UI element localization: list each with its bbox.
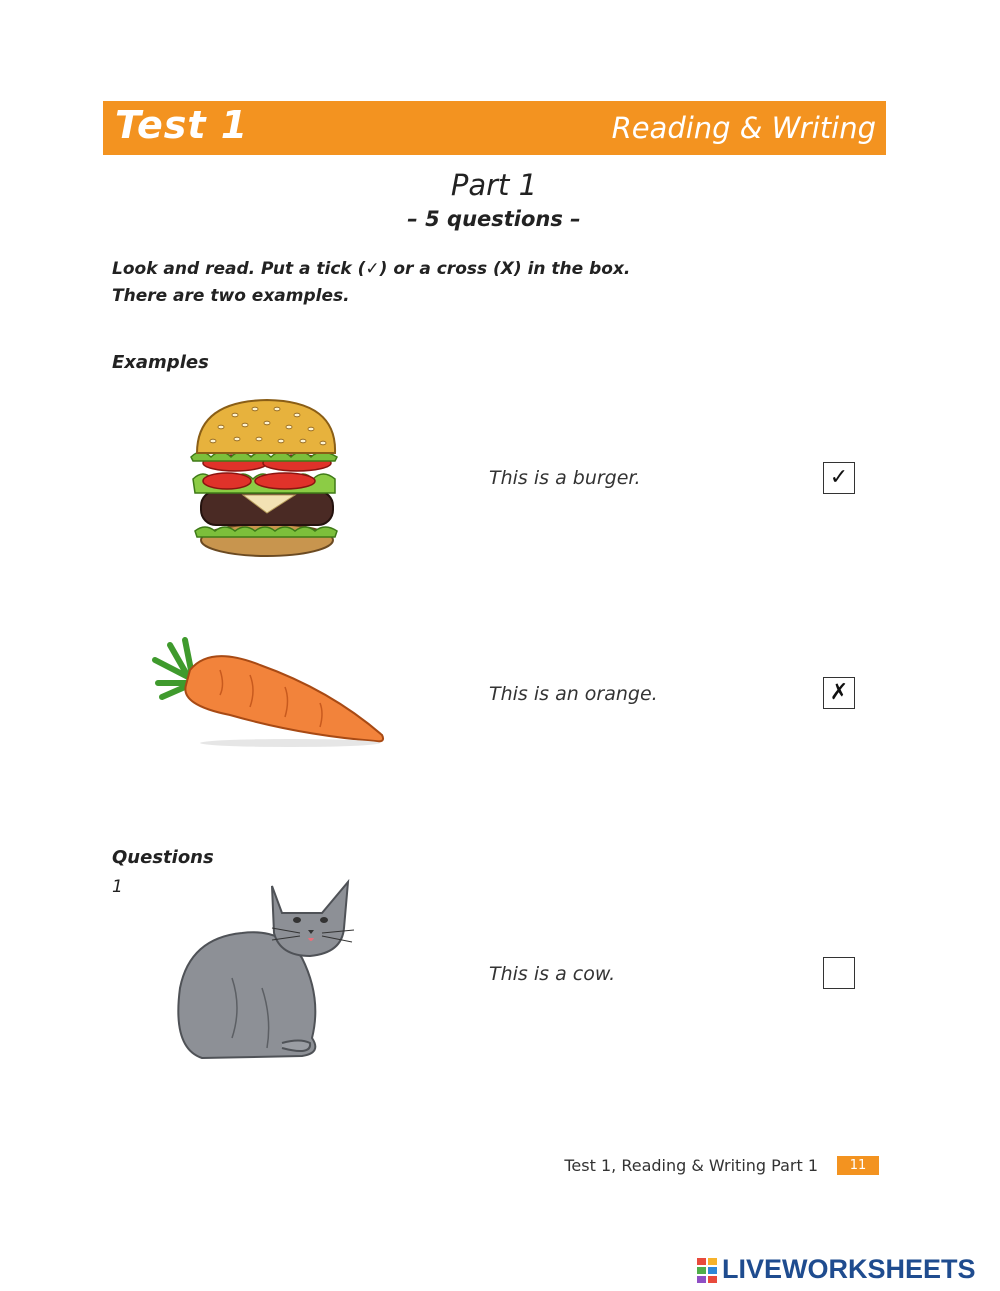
logo-blocks-icon	[697, 1258, 719, 1282]
cat-picture	[172, 878, 362, 1070]
questions-label: Questions	[112, 847, 214, 868]
header-bar	[103, 101, 886, 155]
footer-text: Test 1, Reading & Writing Part 1	[564, 1156, 818, 1175]
example-1-sentence: This is a burger.	[489, 467, 641, 489]
burger-picture	[185, 395, 350, 560]
example-1-answer-box[interactable]: ✓	[823, 462, 855, 494]
part-subtitle: – 5 questions –	[407, 207, 581, 231]
page-number: 11	[837, 1156, 879, 1175]
part-title: Part 1	[450, 168, 538, 202]
example-2-answer-box[interactable]: ✗	[823, 677, 855, 709]
question-1-sentence: This is a cow.	[489, 963, 616, 985]
question-1-number: 1	[112, 877, 123, 897]
subject-label: Reading & Writing	[611, 111, 876, 145]
watermark-text: LIVEWORKSHEETS	[722, 1254, 976, 1284]
carrot-picture	[150, 635, 390, 750]
test-label: Test 1	[115, 103, 249, 147]
examples-label: Examples	[112, 352, 209, 373]
question-1-answer-box[interactable]	[823, 957, 855, 989]
instruction-line-2: There are two examples.	[112, 286, 350, 306]
instruction-line-1: Look and read. Put a tick (✓) or a cross (X) in the box.	[112, 259, 631, 279]
example-2-sentence: This is an orange.	[489, 683, 658, 705]
